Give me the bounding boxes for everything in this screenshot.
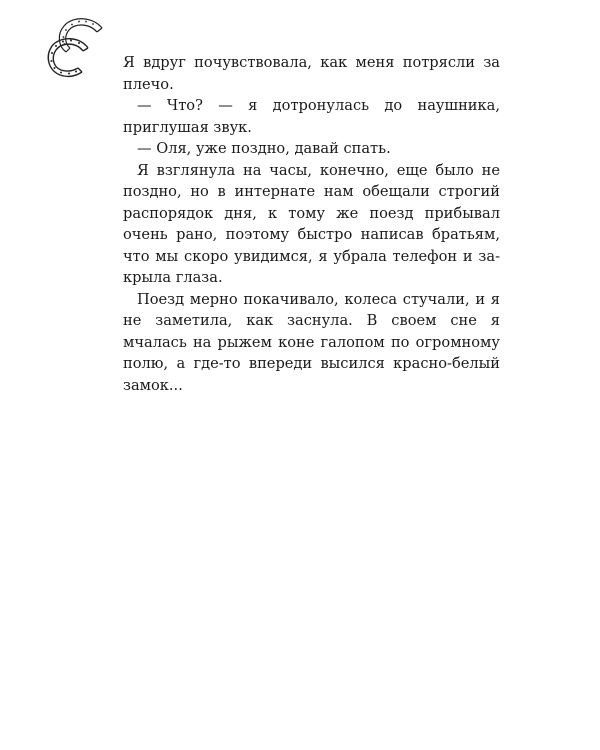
paragraph: Я вдруг почувствовала, как меня потрясли за плечо. [123, 54, 500, 93]
paragraph: Поезд мерно покачивало, колеса стучали, и я не заметила, как заснула. В своем сне я мчалась на рыжем коне галопом по огромному полю, а где-то впереди высился красно-белый замок... [123, 290, 500, 394]
horseshoes-ornament-icon [44, 14, 110, 80]
paragraph: — Что? — я дотронулась до наушника, приглушая звук. [123, 97, 500, 136]
chapter-text [123, 52, 500, 396]
paragraph: Я взглянула на часы, конечно, еще было не поздно, но в интернате нам обещали строгий распорядок дня, к тому же поезд прибывал очень рано, поэтому быстро написав братьям, что мы скоро увидимся, я убрала телефон и закрыла глаза. [123, 161, 500, 286]
paragraph: — Оля, уже поздно, давай спать. [137, 140, 391, 157]
